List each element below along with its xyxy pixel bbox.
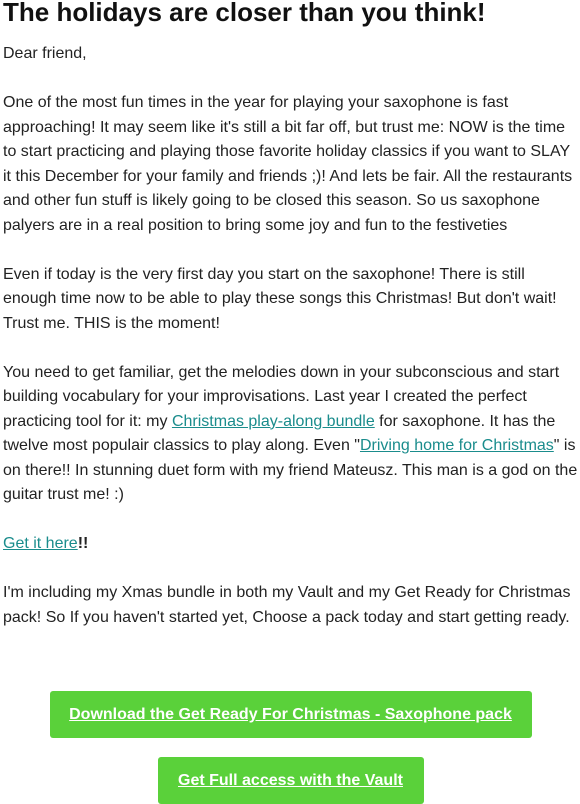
- download-christmas-pack-button[interactable]: Download the Get Ready For Christmas - Saxophone pack: [50, 691, 532, 738]
- paragraph-bundle: [3, 361, 579, 508]
- paragraph-bundle-text-1: You need to get familiar, get the melodies down in your subconscious and start building vocabulary for your improvisations. Last year I created the perfect practicing tool for it: my: [3, 363, 560, 430]
- christmas-bundle-link[interactable]: Christmas play-along bundle: [171, 412, 375, 430]
- greeting-text: Dear friend,: [3, 45, 87, 62]
- paragraph-bundle-text-3: " is on there!! In stunning duet form with my friend Mateusz. This man is a god on the guitar trust me! :): [3, 437, 578, 503]
- secondary-cta-container: [0, 757, 580, 804]
- paragraph-intro: One of the most fun times in the year for playing your saxophone is fast approaching! It may seem like it's still a bit far off, but trust me: NOW is the time to start practicing and playing those favorite holiday classics if you want to SLAY it this December for your family and friends ;)! And lets be fair. All the restaurants and other fun stuff is likely going to be closed this season. So us saxophone palyers are in a real position to bring some joy and fun to the festiveties: [3, 94, 573, 234]
- get-it-here-link[interactable]: Get it here: [3, 535, 78, 552]
- primary-cta-container: [0, 691, 580, 738]
- paragraph-encouragement: Even if today is the very first day you start on the saxophone! There is still enough time now to be able to play these songs this Christmas! But don't wait! Trust me. THIS is the moment!: [3, 265, 557, 332]
- driving-home-link[interactable]: Driving home for Christmas: [359, 437, 554, 454]
- email-heading: The holidays are closer than you think!: [3, 0, 486, 27]
- paragraph-bundle-text-2: for saxophone. It has the twelve most populair classics to play along. Even ": [3, 412, 556, 454]
- paragraph-packs: I'm including my Xmas bundle in both my Vault and my Get Ready for Christmas pack! So If you haven't started yet, Choose a pack today and start getting ready.: [3, 584, 571, 626]
- get-it-suffix: !!: [77, 535, 89, 552]
- email-body: [3, 0, 579, 630]
- vault-access-button[interactable]: Get Full access with the Vault: [158, 757, 424, 804]
- get-it-line: [3, 532, 579, 557]
